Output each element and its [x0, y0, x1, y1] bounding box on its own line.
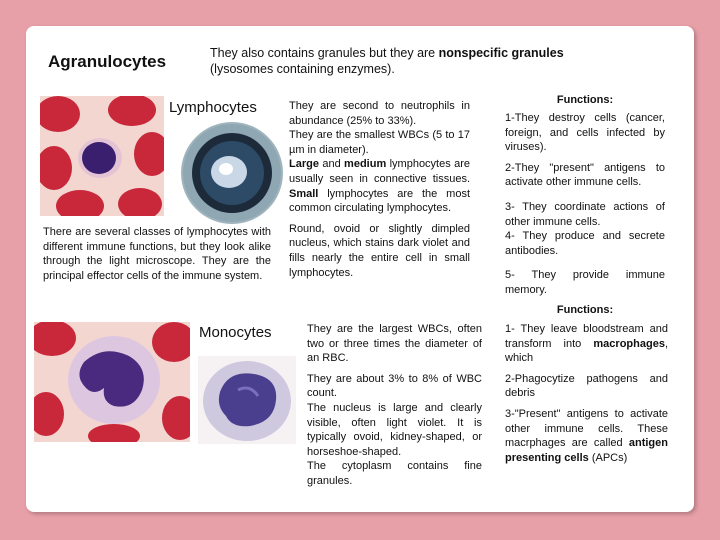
monocyte-desc-4: The cytoplasm contains fine granules. [307, 460, 482, 487]
desc-3-end: lymphocytes are the most common circulating lymphocytes. [289, 187, 470, 215]
lymphocyte-function-1: 1-They destroy cells (cancer, foreign, and cells infected by viruses). [505, 112, 665, 154]
monocyte-function-3 [505, 407, 668, 465]
lymphocyte-image-1 [40, 96, 164, 216]
lymphocyte-function-2: 2-They "present" antigens to activate other immune cells. [505, 161, 665, 189]
lymphocyte-function-4: 4- They produce and secrete antibodies. [505, 230, 665, 257]
desc-3-mid-b: lymphocytes are usually seen in connective tissues. [289, 158, 470, 185]
monocyte-description [307, 322, 482, 489]
bold-small: Small [289, 187, 319, 200]
lymphocyte-desc-3 [289, 157, 470, 215]
lymphocyte-classes-text: There are several classes of lymphocytes with different immune functions, but they look alike through the light microscope. They are the principal effector cells of the immune system. [43, 226, 271, 282]
monocyte-desc-3: The nucleus is large and clearly visible, often light violet. It is typically ovoid, kidney-shaped, or horseshoe-shaped. [307, 401, 482, 458]
lymphocyte-functions-title: Functions: [556, 94, 614, 106]
slide-title: Agranulocytes [48, 52, 167, 71]
monocyte-functions-title: Functions: [556, 304, 614, 316]
intro-pre: They also contains granules but they are [210, 46, 439, 60]
lymphocyte-desc-1: They are second to neutrophils in abundance (25% to 33%). [289, 100, 470, 127]
lymphocyte-desc-4: Round, ovoid or slightly dimpled nucleus, which stains dark violet and fills nearly the entire cell in small lymphocytes. [289, 222, 470, 279]
monocyte-function-3-post: (APCs) [588, 451, 628, 464]
bold-apc: antigen presenting cells [505, 437, 668, 464]
lymphocyte-description [289, 99, 470, 280]
monocyte-function-1-pre: 1- They leave bloodstream and transform into [505, 323, 668, 350]
monocyte-image-2 [198, 356, 296, 444]
bold-macrophages: macrophages [593, 337, 665, 350]
slide [26, 26, 694, 512]
monocytes-heading: Monocytes [199, 324, 272, 341]
monocyte-function-1-post: , which [505, 337, 668, 365]
lymphocytes-heading: Lymphocytes [169, 99, 257, 116]
monocyte-functions-list [505, 322, 668, 471]
monocyte-function-1 [505, 322, 668, 366]
bold-medium: medium [344, 158, 387, 171]
monocyte-image-1 [34, 322, 190, 442]
intro-text [210, 45, 630, 77]
monocyte-desc-1: They are the largest WBCs, often two or three times the diameter of an RBC. [307, 323, 482, 365]
bold-large: Large [289, 158, 319, 171]
lymphocyte-desc-2: They are the smallest WBCs (5 to 17 µm in diameter). [289, 129, 470, 156]
desc-3-mid-a: and [318, 158, 345, 171]
monocyte-function-2: 2-Phagocytize pathogens and debris [505, 372, 668, 400]
monocyte-desc-2: They are about 3% to 8% of WBC count. [307, 372, 482, 400]
intro-bold: nonspecific granules [438, 46, 564, 60]
lymphocyte-functions-list [505, 111, 665, 304]
lymphocyte-function-5: 5- They provide immune memory. [505, 269, 665, 296]
monocyte-function-3-pre: 3-"Present" antigens to activate other immune cells. These macrphages are called [505, 407, 668, 450]
lymphocyte-image-2 [181, 122, 283, 224]
intro-post: (lysosomes containing enzymes). [210, 62, 395, 76]
lymphocyte-function-3: 3- They coordinate actions of other immune cells. [505, 200, 665, 228]
